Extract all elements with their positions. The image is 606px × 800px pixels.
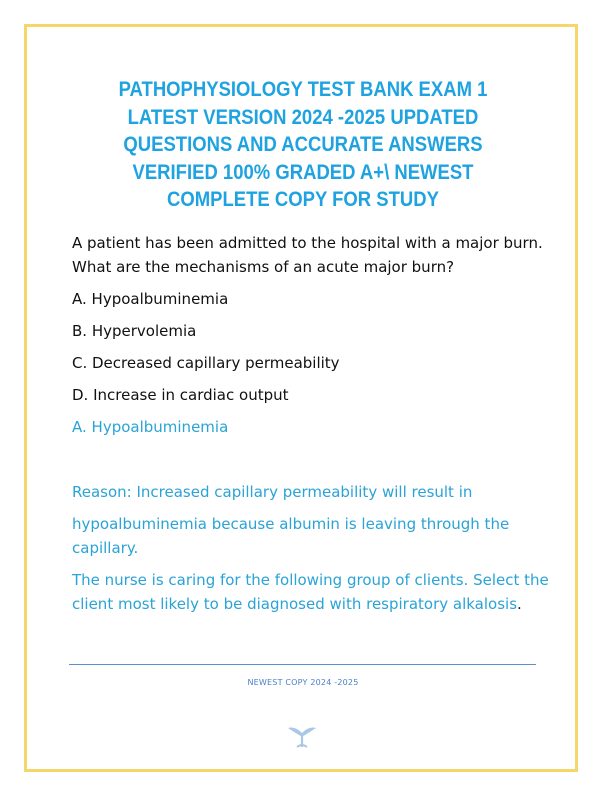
title-line: PATHOPHYSIOLOGY TEST BANK EXAM 1 bbox=[118, 77, 488, 101]
footer-text: NEWEST COPY 2024 -2025 bbox=[247, 678, 359, 687]
document-title bbox=[94, 76, 512, 214]
title-line: LATEST VERSION 2024 -2025 UPDATED bbox=[127, 104, 479, 129]
title-line: VERIFIED 100% GRADED A+\ NEWEST bbox=[132, 159, 474, 184]
reason-line-3: capillary. bbox=[72, 539, 139, 557]
title-line: QUESTIONS AND ACCURATE ANSWERS bbox=[123, 132, 483, 156]
next-question-period: . bbox=[517, 595, 522, 613]
stylized-bird-logo-icon bbox=[286, 724, 318, 750]
next-question-line-1: The nurse is caring for the following group of clients. Select the bbox=[72, 571, 549, 589]
title-line: COMPLETE COPY FOR STUDY bbox=[167, 187, 439, 211]
option-a: A. Hypoalbuminemia bbox=[72, 290, 229, 308]
reason-line-1: Reason: Increased capillary permeability will result in bbox=[72, 483, 473, 501]
reason-line-2: hypoalbuminemia because albumin is leaving through the bbox=[72, 515, 510, 533]
option-b: B. Hypervolemia bbox=[72, 322, 197, 340]
question-line-2: What are the mechanisms of an acute major burn? bbox=[72, 258, 455, 276]
footer-divider bbox=[69, 664, 536, 665]
option-d: D. Increase in cardiac output bbox=[72, 386, 289, 404]
option-c: C. Decreased capillary permeability bbox=[72, 354, 340, 372]
next-question-line-2 bbox=[72, 593, 522, 615]
answer-text: A. Hypoalbuminemia bbox=[72, 418, 229, 436]
question-line-1: A patient has been admitted to the hospital with a major burn. bbox=[72, 234, 543, 252]
next-question-line-2-text: client most likely to be diagnosed with respiratory alkalosis bbox=[72, 595, 518, 613]
